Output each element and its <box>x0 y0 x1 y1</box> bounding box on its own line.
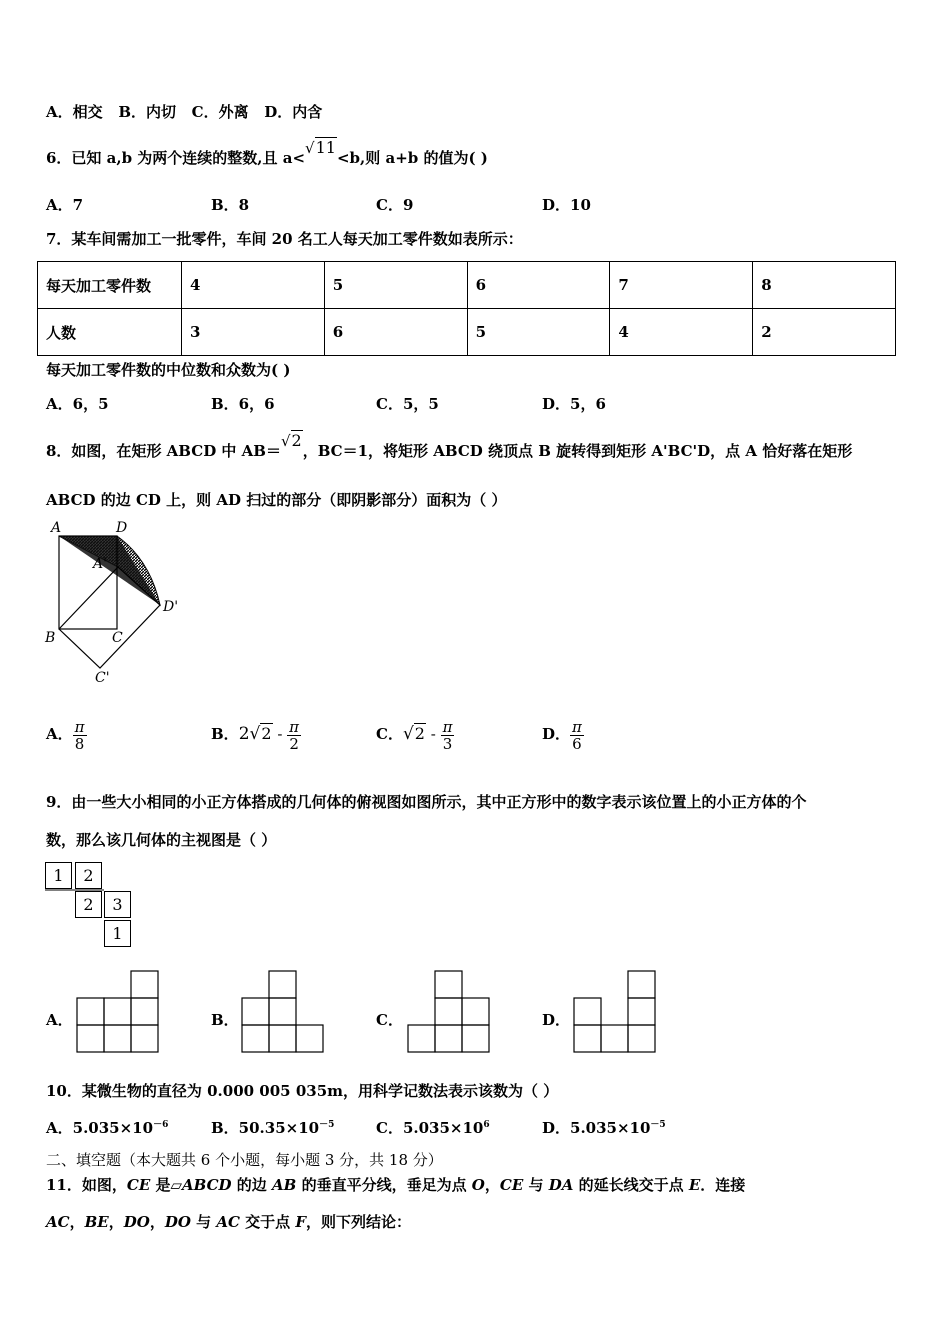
grid-cell: 1 <box>45 862 72 889</box>
sqrt-2: √2 <box>280 431 302 450</box>
table-cell: 3 <box>182 309 325 356</box>
table-row <box>38 309 896 356</box>
q6-option-a: A．7 <box>46 196 84 214</box>
table-cell: 6 <box>467 262 610 309</box>
q5-options <box>46 102 322 122</box>
q9-option-b-figure <box>241 970 326 1055</box>
q11-line2: AC，BE，DO，DO 与 AC 交于点 F，则下列结论： <box>46 1213 412 1231</box>
q9-option-a-figure <box>76 970 161 1055</box>
q10-option-d: D．$5.035\times 10^{-5}$ <box>542 1119 666 1137</box>
q10-option-b: B．$50.35\times 10^{-5}$ <box>211 1119 335 1137</box>
q9-option-c-label: C． <box>376 1011 403 1029</box>
label-c: C <box>112 630 123 646</box>
fraction: $\frac{\pi}{2}$ <box>289 717 300 753</box>
q5-option-d: D．内含 <box>264 103 323 121</box>
q7-stem: 7．某车间需加工一批零件，车间 20 名工人每天加工零件数如表所示： <box>46 230 523 248</box>
q6-stem-post: <b,则 a+b 的值为( ) <box>336 149 488 167</box>
fraction: $\frac{\pi}{8}$ <box>74 717 85 753</box>
q9-option-d-label: D． <box>542 1011 571 1029</box>
q8-option-a: A． $\frac{\pi}{8}$ <box>46 717 85 753</box>
q8-line2: ABCD 的边 CD 上，则 AD 扫过的部分（即阴影部分）面积为（ ） <box>46 491 507 509</box>
table-cell: 每天加工零件数 <box>38 262 182 309</box>
grid-outline <box>45 862 140 892</box>
table-cell: 2 <box>753 309 896 356</box>
grid-cell: 2 <box>75 891 102 918</box>
q8-rotation-figure <box>45 520 185 685</box>
fraction: $\frac{\pi}{6}$ <box>572 717 582 753</box>
q10-stem: 10．某微生物的直径为 0.000 005 035m，用科学记数法表示该数为（ ） <box>46 1082 559 1100</box>
q8-line1-post: ，BC＝1，将矩形 ABCD 绕顶点 B 旋转得到矩形 A'BC'D，点 A 恰好落在矩形 <box>302 442 853 460</box>
q11-line1: 11．如图，CE 是▱ABCD 的边 AB 的垂直平分线，垂足为点 O，CE 与 DA 的延长线交于点 E．连接 <box>46 1176 746 1194</box>
label-a-prime: A' <box>93 556 107 572</box>
q5-option-a: A．相交 <box>46 103 103 121</box>
q6-stem-pre: 6．已知 a,b 为两个连续的整数,且 a< <box>46 149 306 167</box>
q6-option-d: D．10 <box>542 196 591 214</box>
q6-option-c: C．9 <box>376 196 414 214</box>
q9-line1: 9．由一些大小相同的小正方体搭成的几何体的俯视图如图所示，其中正方形中的数字表示该位置上的小正方体的个 <box>46 793 807 811</box>
q8-option-c: C．√2 - $\frac{\pi}{3}$ <box>376 712 454 756</box>
q7-table <box>37 261 896 356</box>
q8-option-d: D． $\frac{\pi}{6}$ <box>542 717 582 753</box>
fraction: $\frac{\pi}{3}$ <box>442 717 453 753</box>
q9-option-c-figure <box>407 970 492 1055</box>
table-cell: 5 <box>324 262 467 309</box>
q8-line1 <box>46 431 853 461</box>
q9-line2: 数，那么该几何体的主视图是（ ） <box>46 831 277 849</box>
q7-option-b: B．6，6 <box>211 395 275 413</box>
table-cell: 7 <box>610 262 753 309</box>
sqrt-2: √2 <box>249 724 272 744</box>
table-cell: 4 <box>182 262 325 309</box>
q7-option-c: C．5，5 <box>376 395 439 413</box>
grid-cell: 2 <box>75 862 102 889</box>
label-a: A <box>51 520 62 536</box>
grid-cell: 3 <box>104 891 131 918</box>
q8-option-b: B．2√2 - $\frac{\pi}{2}$ <box>211 712 301 756</box>
q6-stem <box>46 138 488 168</box>
table-cell: 6 <box>324 309 467 356</box>
q7-option-a: A．6，5 <box>46 395 109 413</box>
table-cell: 4 <box>610 309 753 356</box>
q7-question: 每天加工零件数的中位数和众数为( ) <box>46 361 291 379</box>
q8-line1-pre: 8．如图，在矩形 ABCD 中 AB＝ <box>46 442 281 460</box>
table-cell: 人数 <box>38 309 182 356</box>
q7-option-d: D．5，6 <box>542 395 606 413</box>
table-cell: 8 <box>753 262 896 309</box>
label-d-prime: D' <box>163 599 179 615</box>
q10-option-a: A．$5.035\times 10^{-6}$ <box>46 1119 169 1137</box>
sqrt-2: √2 <box>402 724 425 744</box>
table-row <box>38 262 896 309</box>
q5-option-c: C．外离 <box>191 103 249 121</box>
label-d: D <box>116 520 128 536</box>
section-2-heading: 二、填空题（本大题共 6 个小题，每小题 3 分，共 18 分） <box>46 1151 443 1169</box>
label-b: B <box>45 630 56 646</box>
q5-option-b: B．内切 <box>118 103 176 121</box>
grid-cell: 1 <box>104 920 131 947</box>
q9-option-d-figure <box>573 970 658 1055</box>
table-cell: 5 <box>467 309 610 356</box>
sqrt-11: √11 <box>305 138 336 157</box>
label-c-prime: C' <box>95 670 110 686</box>
q9-option-a-label: A． <box>46 1011 73 1029</box>
q9-option-b-label: B． <box>211 1011 239 1029</box>
q6-option-b: B．8 <box>211 196 250 214</box>
q10-option-c: C．$5.035\times 10^6$ <box>376 1119 490 1137</box>
